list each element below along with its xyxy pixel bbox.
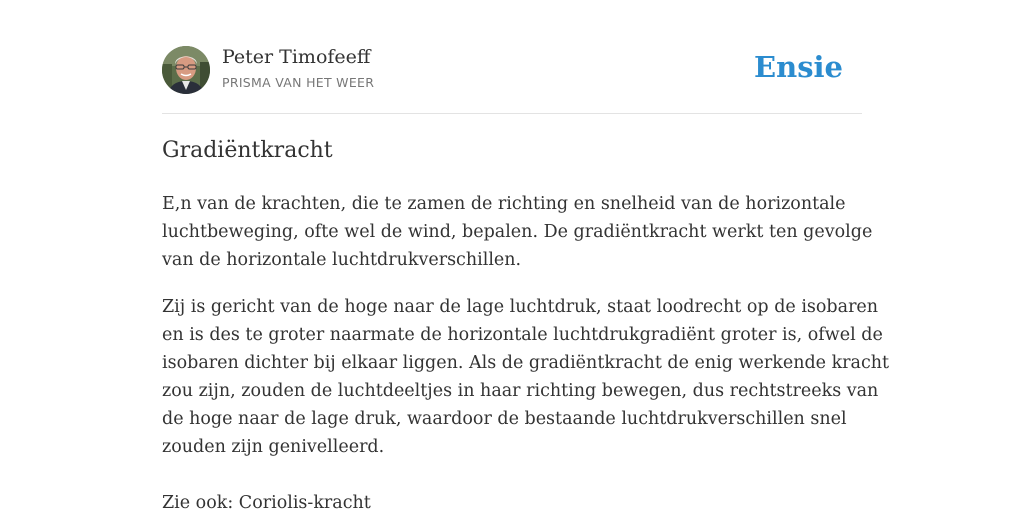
avatar-photo bbox=[162, 46, 210, 94]
paragraph-line: Zij is gericht van de hoge naar de lage luchtdruk, staat loodrecht op de isobaren bbox=[162, 297, 879, 317]
author-source: PRISMA VAN HET WEER bbox=[222, 75, 375, 90]
paragraph-line: zou zijn, zouden de luchtdeeltjes in haar richting bewegen, dus rechtstreeks van bbox=[162, 381, 879, 401]
paragraph-line: isobaren dichter bij elkaar liggen. Als de gradiëntkracht de enig werkende kracht bbox=[162, 353, 890, 373]
paragraph-line: en is des te groter naarmate de horizontale luchtdrukgradiënt groter is, ofwel de bbox=[162, 325, 883, 345]
paragraph-2 bbox=[162, 293, 890, 461]
paragraph-line: E,n van de krachten, die te zamen de richting en snelheid van de horizontale bbox=[162, 194, 846, 214]
header-divider bbox=[162, 113, 862, 114]
paragraph-line: van de horizontale luchtdrukverschillen. bbox=[162, 250, 522, 270]
article-title: Gradiëntkracht bbox=[162, 138, 333, 163]
article-header bbox=[162, 46, 862, 96]
author-avatar[interactable] bbox=[162, 46, 210, 94]
ensie-logo[interactable]: Ensie bbox=[754, 50, 843, 84]
author-name[interactable]: Peter Timofeeff bbox=[222, 46, 371, 68]
paragraph-line: zouden zijn genivelleerd. bbox=[162, 437, 385, 457]
see-also-text: Zie ook: Coriolis-kracht bbox=[162, 493, 371, 512]
paragraph-1 bbox=[162, 190, 873, 274]
paragraph-line: de hoge naar de lage druk, waardoor de bestaande luchtdrukverschillen snel bbox=[162, 409, 847, 429]
paragraph-line: luchtbeweging, ofte wel de wind, bepalen. De gradiëntkracht werkt ten gevolge bbox=[162, 222, 873, 242]
